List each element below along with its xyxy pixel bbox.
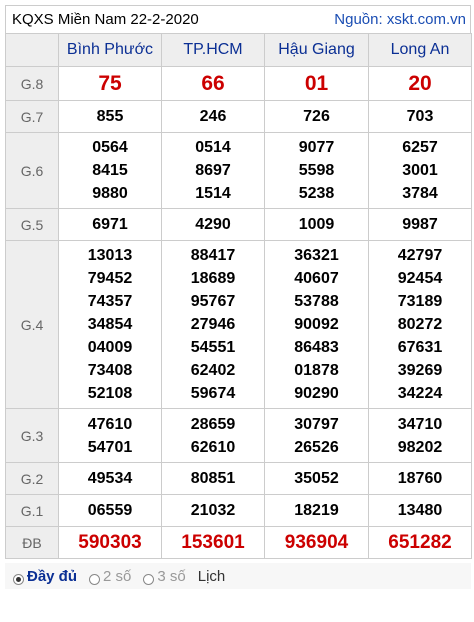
result-number: 3784 — [402, 185, 438, 202]
result-number: 86483 — [294, 339, 339, 356]
result-number: 726 — [303, 108, 330, 125]
results-table — [5, 33, 472, 559]
result-cell — [369, 527, 472, 559]
result-number: 54701 — [87, 438, 133, 456]
result-number: 21032 — [190, 502, 236, 519]
result-number: 34854 — [87, 316, 133, 333]
result-number: 5598 — [298, 162, 335, 179]
result-number: 01878 — [294, 362, 339, 379]
result-number: 936904 — [284, 531, 349, 553]
prize-row — [6, 241, 472, 409]
option-label: 2 số — [103, 567, 132, 585]
result-number: 8697 — [195, 162, 231, 179]
result-cell — [265, 101, 369, 133]
prize-label: G.8 — [6, 67, 59, 101]
result-number: 6971 — [92, 216, 128, 233]
prize-row — [6, 209, 472, 241]
result-cell — [265, 241, 369, 409]
prize-row — [6, 67, 472, 101]
result-cell — [265, 409, 369, 463]
result-number: 26526 — [294, 438, 339, 456]
calendar-label: Lịch — [197, 567, 226, 585]
result-cell — [369, 409, 472, 463]
calendar-link[interactable] — [198, 568, 226, 585]
result-number: 9880 — [92, 185, 128, 202]
result-number: 01 — [304, 72, 329, 95]
result-cell — [59, 133, 162, 209]
result-number: 18219 — [294, 502, 339, 519]
result-number: 30797 — [294, 415, 339, 433]
result-number: 9077 — [298, 139, 335, 156]
province-header[interactable]: TP.HCM — [162, 34, 265, 67]
result-number: 80851 — [190, 470, 236, 487]
prize-label: G.1 — [6, 495, 59, 527]
result-number: 95767 — [190, 293, 236, 310]
result-number: 06559 — [87, 502, 133, 519]
result-number: 0514 — [195, 139, 231, 156]
result-number: 27946 — [190, 316, 236, 333]
radio-icon[interactable] — [89, 574, 100, 585]
result-number: 1009 — [298, 216, 335, 233]
result-number: 54551 — [190, 339, 236, 356]
result-number: 651282 — [388, 531, 452, 553]
corner-cell — [6, 34, 59, 67]
result-number: 703 — [406, 108, 434, 125]
radio-checked-icon[interactable] — [13, 574, 24, 585]
result-number: 62610 — [190, 438, 236, 456]
result-cell — [59, 495, 162, 527]
result-cell — [369, 241, 472, 409]
results-header — [5, 5, 471, 33]
result-number: 59674 — [190, 385, 236, 402]
results-container — [5, 5, 471, 589]
result-cell — [369, 101, 472, 133]
result-cell — [59, 67, 162, 101]
option-3-digits[interactable] — [143, 568, 185, 585]
result-cell — [162, 409, 265, 463]
result-number: 34224 — [397, 385, 443, 402]
result-cell — [162, 463, 265, 495]
result-number: 855 — [96, 108, 124, 125]
result-cell — [265, 527, 369, 559]
radio-icon[interactable] — [143, 574, 154, 585]
option-full[interactable] — [13, 568, 77, 585]
result-cell — [162, 241, 265, 409]
result-number: 18760 — [397, 470, 443, 487]
result-number: 153601 — [181, 531, 245, 553]
prize-label: G.6 — [6, 133, 59, 209]
result-number: 34710 — [397, 415, 443, 433]
result-cell — [162, 209, 265, 241]
result-number: 52108 — [87, 385, 133, 402]
result-cell — [162, 495, 265, 527]
result-cell — [369, 133, 472, 209]
result-number: 0564 — [92, 139, 128, 156]
result-number: 1514 — [195, 185, 231, 202]
result-cell — [59, 241, 162, 409]
result-number: 3001 — [402, 162, 438, 179]
prize-row — [6, 495, 472, 527]
result-cell — [162, 67, 265, 101]
result-cell — [59, 527, 162, 559]
province-header-row — [6, 34, 472, 67]
result-number: 47610 — [87, 415, 133, 433]
result-number: 80272 — [397, 316, 443, 333]
result-number: 75 — [98, 72, 122, 95]
result-cell — [59, 209, 162, 241]
result-cell — [265, 463, 369, 495]
result-number: 42797 — [397, 247, 443, 264]
province-header[interactable]: Hậu Giang — [265, 34, 369, 67]
result-cell — [369, 463, 472, 495]
source-link[interactable]: Nguồn: xskt.com.vn — [334, 11, 466, 28]
result-number: 79452 — [87, 270, 133, 287]
result-number: 66 — [201, 72, 225, 95]
province-header[interactable]: Long An — [369, 34, 472, 67]
prize-row — [6, 409, 472, 463]
result-cell — [265, 209, 369, 241]
result-cell — [59, 463, 162, 495]
result-number: 04009 — [87, 339, 133, 356]
prize-row — [6, 101, 472, 133]
result-cell — [162, 527, 265, 559]
prize-label: G.5 — [6, 209, 59, 241]
result-number: 4290 — [195, 216, 231, 233]
result-cell — [369, 495, 472, 527]
result-number: 5238 — [298, 185, 335, 202]
result-number: 35052 — [294, 470, 339, 487]
result-cell — [369, 209, 472, 241]
result-number: 92454 — [397, 270, 443, 287]
option-2-digits[interactable] — [89, 568, 131, 585]
result-number: 6257 — [402, 139, 438, 156]
result-number: 40607 — [294, 270, 339, 287]
result-cell — [59, 409, 162, 463]
result-number: 90290 — [294, 385, 339, 402]
option-label: Đầy đủ — [27, 567, 78, 585]
result-number: 88417 — [190, 247, 236, 264]
result-number: 20 — [408, 72, 432, 95]
result-number: 8415 — [92, 162, 128, 179]
prize-label: G.4 — [6, 241, 59, 409]
result-number: 246 — [199, 108, 227, 125]
result-cell — [162, 133, 265, 209]
result-number: 39269 — [397, 362, 443, 379]
result-number: 53788 — [294, 293, 339, 310]
result-cell — [369, 67, 472, 101]
result-cell — [265, 133, 369, 209]
result-number: 62402 — [190, 362, 236, 379]
result-cell — [265, 67, 369, 101]
result-cell — [265, 495, 369, 527]
result-number: 98202 — [397, 438, 443, 456]
result-number: 13480 — [397, 502, 443, 519]
result-number: 73189 — [397, 293, 443, 310]
option-label: 3 số — [157, 567, 186, 585]
prize-row — [6, 133, 472, 209]
result-number: 28659 — [190, 415, 236, 433]
result-number: 73408 — [87, 362, 133, 379]
prize-label: G.3 — [6, 409, 59, 463]
result-number: 90092 — [294, 316, 339, 333]
result-cell — [162, 101, 265, 133]
result-number: 590303 — [78, 531, 142, 553]
result-number: 67631 — [397, 339, 443, 356]
result-number: 9987 — [402, 216, 438, 233]
result-number: 18689 — [190, 270, 236, 287]
display-options — [5, 563, 471, 589]
prize-label: ĐB — [6, 527, 59, 559]
result-number: 49534 — [87, 470, 133, 487]
prize-label: G.7 — [6, 101, 59, 133]
results-title: KQXS Miền Nam 22-2-2020 — [12, 11, 199, 28]
prize-row — [6, 527, 472, 559]
result-number: 74357 — [87, 293, 133, 310]
result-number: 36321 — [294, 247, 339, 264]
province-header[interactable]: Bình Phước — [59, 34, 162, 67]
prize-row — [6, 463, 472, 495]
result-number: 13013 — [87, 247, 133, 264]
prize-label: G.2 — [6, 463, 59, 495]
result-cell — [59, 101, 162, 133]
